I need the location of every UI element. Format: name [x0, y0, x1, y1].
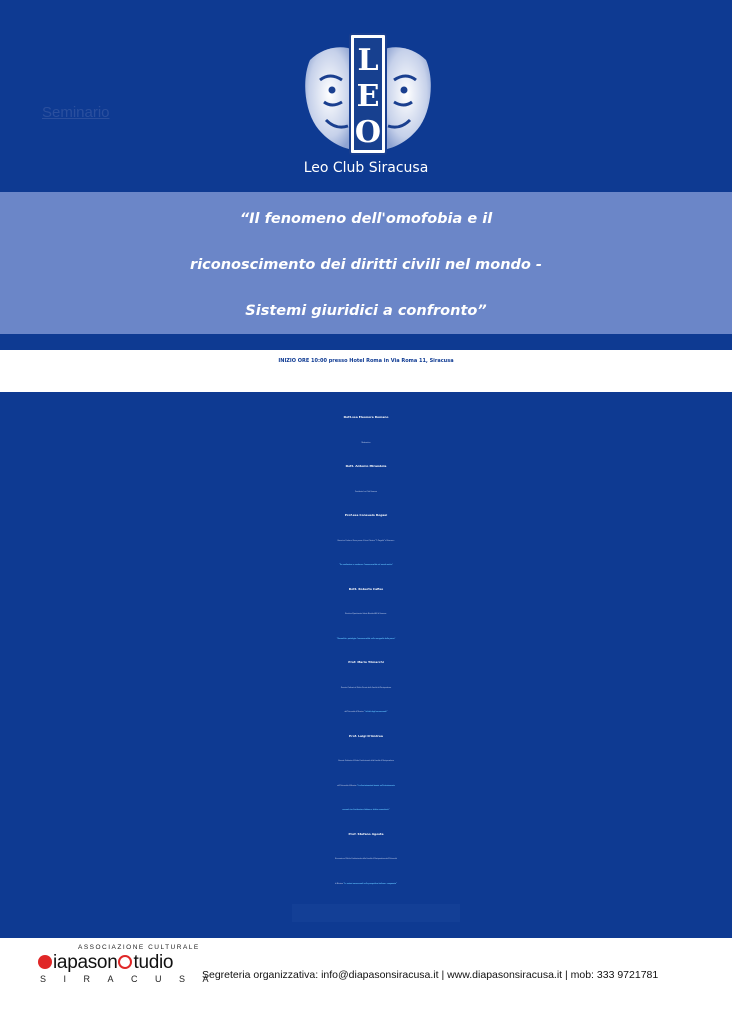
event-title — [0, 196, 732, 334]
speaker-name: Dott. Roberto Cafiso — [348, 586, 384, 591]
program-line — [0, 699, 732, 724]
program-line — [0, 724, 732, 749]
talk-title: “I diritti degli omosessuali” — [364, 712, 388, 713]
start-info: INIZIO ORE 10:00 presso Hotel Roma in Via Roma 11, Siracusa — [278, 358, 454, 364]
speaker-name: Prof. Luigi D'Andrea — [349, 733, 383, 738]
program-line — [0, 454, 732, 479]
speaker-role: Docente Ordinario di Diritto Privato della Facoltà di Giurisprudenza — [340, 687, 392, 689]
start-info-band — [0, 350, 732, 392]
talk-title: sessuale tra Costituzione Italiana e diritto comunitario” — [342, 810, 390, 811]
program-line — [0, 675, 732, 700]
title-line: Sistemi giuridici a confronto” — [245, 303, 487, 319]
program-line — [0, 479, 732, 504]
program-line — [0, 430, 732, 455]
club-name: Leo Club Siracusa — [303, 160, 429, 176]
svg-text:O: O — [354, 115, 382, 150]
program-line — [0, 748, 732, 773]
speaker-role: Docente di Latino e Greco presso il Liceo Classico “T. Gargallo” di Siracusa - — [337, 540, 395, 542]
speaker-name: Prof. Mario Trimarchi — [348, 660, 384, 664]
diapason-studio-logo — [38, 952, 173, 974]
program-line — [0, 528, 732, 553]
brand-suffix: tudio — [133, 952, 174, 973]
brand-prefix: iapason — [53, 952, 118, 973]
speaker-role: Direttore Dipartimento Salute Mentale ASP di Siracusa - — [345, 614, 387, 615]
red-disc-icon — [38, 955, 52, 969]
program-line — [0, 822, 732, 847]
speaker-role: Presidente Leo Club Siracusa — [355, 491, 377, 493]
talk-title: “Le unioni omosessuali nella prospettiva italiana e comparata” — [343, 883, 397, 885]
program-line — [0, 650, 732, 675]
speaker-role: Ricercatore di Diritto Costituzionale della Facoltà di Giurisprudenza dell'Università — [335, 859, 397, 860]
association-label: ASSOCIAZIONE CULTURALE — [78, 944, 200, 951]
speaker-name: Dott.ssa Eleonora Romano — [343, 415, 389, 419]
contacts-line[interactable]: Segreteria organizzativa: info@diapasonsiracusa.it | www.diapasonsiracusa.it | mob: 333 9721781 — [202, 969, 659, 981]
talk-title: "Tra esaltazione e condanna: l'omosessualità nel mondo antico" — [338, 565, 394, 566]
svg-text:L: L — [357, 43, 379, 78]
talk-title: “Le discriminazioni basate sull'orientamento — [356, 785, 395, 787]
program-line — [0, 797, 732, 822]
speaker-role: Docente Ordinario di Diritto Costituzionale della Facoltà di Giurisprudenza — [338, 761, 394, 762]
speaker-role: Moderatrice — [361, 442, 371, 444]
seminar-label[interactable]: Seminario — [42, 104, 110, 121]
program-line — [0, 552, 732, 577]
leo-lions-logo-icon — [296, 30, 440, 158]
program-line — [0, 503, 732, 528]
program-line — [0, 626, 732, 651]
talk-title: "Normalità e patologia: l'omosessualità nella nosografia della paura" — [336, 638, 396, 640]
brand-city: SIRACUSA — [40, 974, 227, 984]
program-line — [0, 846, 732, 871]
program-line — [0, 405, 732, 430]
speaker-name: Dott. Antonio Mirandola — [345, 464, 387, 468]
divider-band — [0, 334, 732, 350]
speaker-name: Prof. Stefano Agosta — [348, 831, 384, 836]
speaker-affiliation: di Messina — [335, 883, 344, 885]
red-ring-icon — [118, 955, 132, 969]
speaker-affiliation: dell'Università di Messina — [337, 785, 357, 787]
program-list — [0, 405, 732, 895]
program-line — [0, 601, 732, 626]
program-line — [0, 871, 732, 896]
decorative-box — [292, 904, 460, 922]
speaker-name: Prof.ssa Consuelo Rogasi — [344, 513, 388, 517]
program-line — [0, 577, 732, 602]
title-line: riconoscimento dei diritti civili nel mondo - — [190, 257, 542, 273]
title-line: “Il fenomeno dell'omofobia e il — [239, 211, 493, 227]
speaker-affiliation: dell'Università di Messina — [344, 712, 365, 713]
program-line — [0, 773, 732, 798]
svg-text:E: E — [356, 79, 380, 114]
